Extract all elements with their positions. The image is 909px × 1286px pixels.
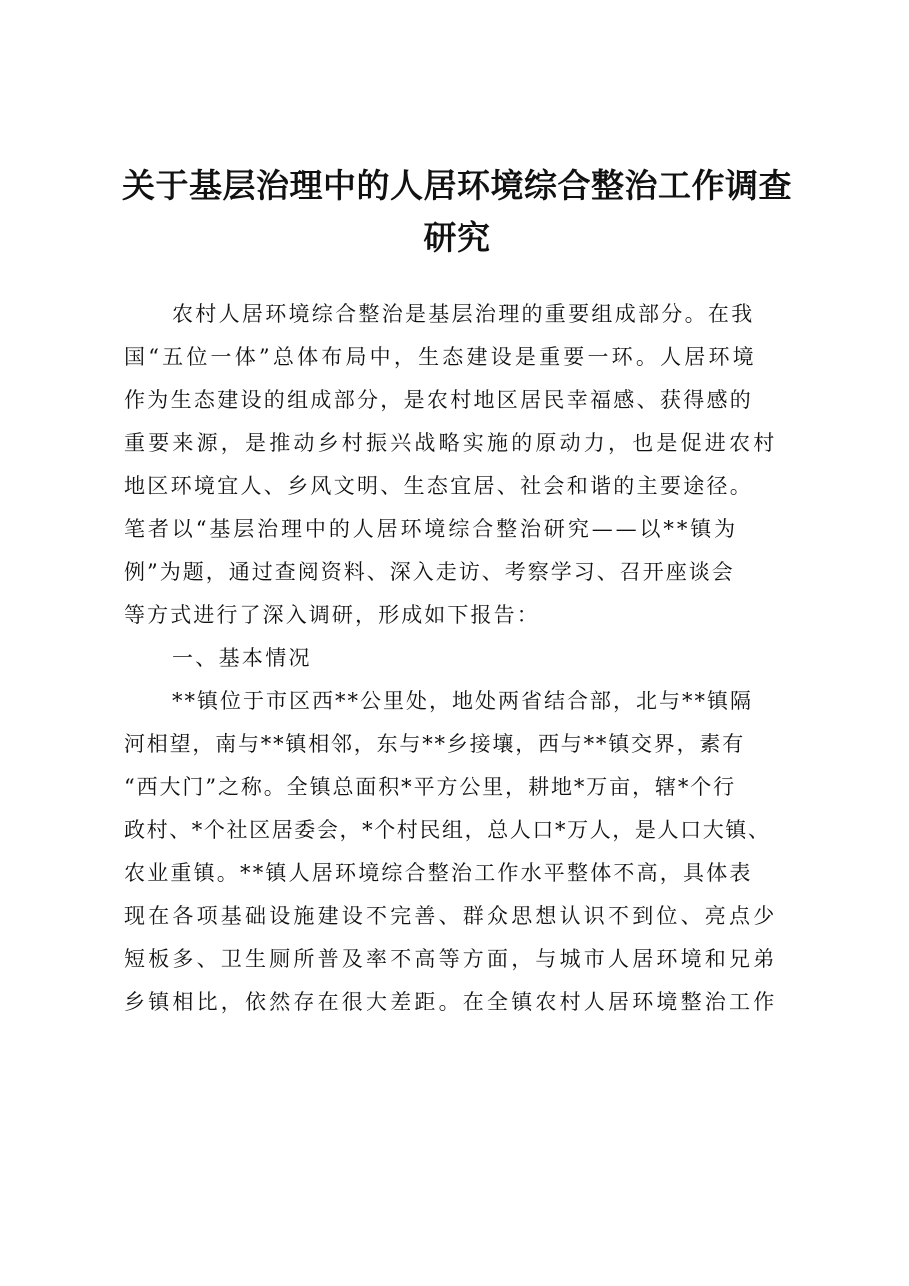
body-line: 作为生态建设的组成部分，是农村地区居民幸福感、获得感的	[124, 388, 754, 412]
body-line: 河相望，南与**镇相邻，东与**乡接壤，西与**镇交界，素有	[124, 732, 745, 756]
body-line: 笔者以“基层治理中的人居环境综合整治研究——以**镇为	[124, 517, 739, 541]
body-line: 例”为题，通过查阅资料、深入走访、考察学习、召开座谈会	[124, 560, 735, 584]
body-line: 政村、*个社区居委会，*个村民组，总人口*万人，是人口大镇、	[124, 818, 771, 842]
body-line: 现在各项基础设施建设不完善、群众思想认识不到位、亮点少	[124, 904, 778, 928]
body-line: 农村人居环境综合整治是基层治理的重要组成部分。在我	[172, 302, 755, 326]
body-line: 重要来源，是推动乡村振兴战略实施的原动力，也是促进农村	[124, 431, 778, 455]
body-line: 短板多、卫生厕所普及率不高等方面，与城市人居环境和兄弟	[124, 947, 778, 971]
document-title-line-1: 关于基层治理中的人居环境综合整治工作调查	[122, 166, 792, 205]
body-line: “西大门”之称。全镇总面积*平方公里，耕地*万亩，辖*个行	[124, 775, 737, 799]
body-line: 农业重镇。**镇人居环境综合整治工作水平整体不高，具体表	[124, 861, 753, 885]
section-heading: 一、基本情况	[172, 646, 312, 670]
body-line: 等方式进行了深入调研，形成如下报告：	[124, 603, 540, 627]
document-title-line-2: 研究	[423, 218, 491, 257]
body-line: 乡镇相比，依然存在很大差距。在全镇农村人居环境整治工作	[124, 990, 778, 1014]
body-line: **镇位于市区西**公里处，地处两省结合部，北与**镇隔	[172, 689, 753, 713]
body-line: 地区环境宜人、乡风文明、生态宜居、社会和谐的主要途径。	[124, 474, 754, 498]
body-line: 国“五位一体”总体布局中，生态建设是重要一环。人居环境	[124, 345, 757, 369]
